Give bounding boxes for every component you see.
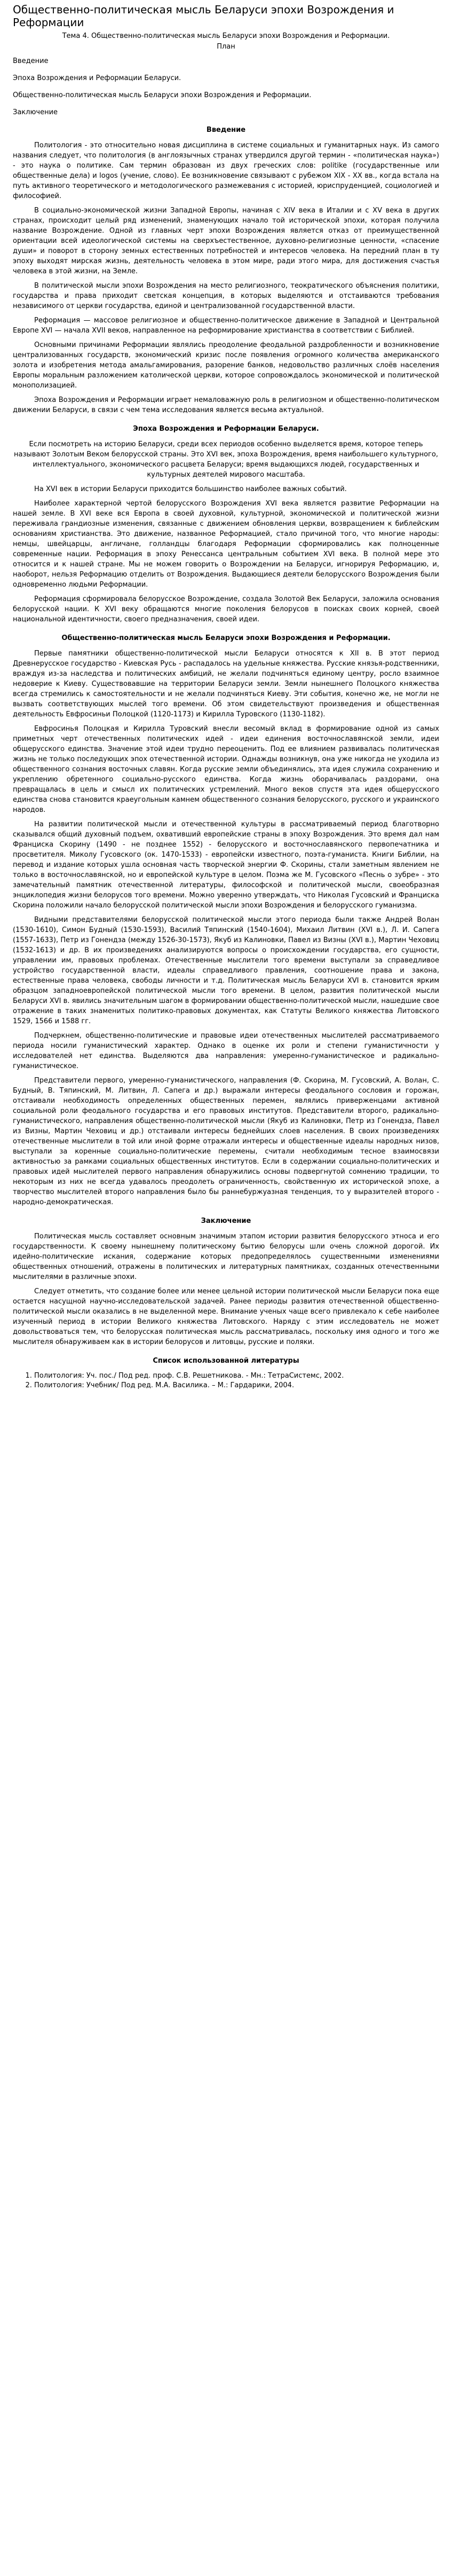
section-heading: Общественно-политическая мысль Беларуси эпохи Возрождения и Реформации. xyxy=(61,634,391,642)
paragraph: Наиболее характерной чертой белорусского Возрождения XVI века является развитие Реформации на нашей земле. В XVI веке вся Европа в своей духовной, культурной, экономической и политической жизни переживала грандиозные изменения, связанные с движением обновления церкви, возвращением к библейским основаниям христианства. Это движение, названное Реформацией, стало причиной того, что многие народы: немцы, швейцарцы, англичане, голландцы благодаря Реформации сформировались как полноценные современные нации. Реформация в эпоху Ренессанса центральным событием XVI века. В полной мере это относится и к нашей стране. Мы не можем говорить о Возрождении на Беларуси, игнорируя Реформацию, и, наоборот, нельзя Реформацию отделить от Возрождения. Выдающиеся деятели белорусского Возрождения были одновременно людьми Реформации. xyxy=(13,500,439,589)
renaissance-section xyxy=(13,425,439,625)
conclusion-section xyxy=(13,1217,439,1347)
section-heading: Эпоха Возрождения и Реформации Беларуси. xyxy=(133,425,319,433)
paragraph: На XVI век в истории Беларуси приходится большинство наиболее важных событий. xyxy=(34,485,347,493)
paragraph: Первые памятники общественно-политической мысли Беларуси относятся к XII в. В этот период Древнерусское государство - Киевская Русь - распадалось на удельные княжества. Русские князья-родственники, враждуя из-за наследства и политических амбиций, не желали подчиняться единому центру, росло взаимное недоверие к Киеву. Существовавшие на территории Беларуси земли. Земли нынешнего Полоцкого княжества всегда стремились к самостоятельности и не желали подчиняться Киеву. Эти события, конечно же, не могли не вызвать соответствующих мыслей того времени. Об этом свидетельствуют произведения и общественная деятельность Евфросиньи Полоцкой (1120-1173) и Кирилла Туровского (1130-1182). xyxy=(13,650,439,718)
paragraph: Эпоха Возрождения и Реформации играет немаловажную роль в религиозном и общественно-политическом движении Беларуси, в связи с чем тема исследования является весьма актуальной. xyxy=(13,396,439,414)
paragraph: Подчеркнем, общественно-политические и правовые идеи отечественных мыслителей рассматриваемого периода носили гуманистический характер. Однако в оценке их роли и степени гуманистичности у исследователей нет единства. Выделяются два направления: умеренно-гуманистическое и радикально-гуманистическое. xyxy=(13,1032,439,1070)
political-thought-section xyxy=(13,634,439,1207)
toc-item: Введение xyxy=(13,57,49,65)
paragraph: Политическая мысль составляет основным значимым этапом истории развития белорусского этноса и его государственности. К своему нынешнему политическому бытию белорусы шли очень сложной дорогой. Их идейно-политические искания, содержание которых предопределялось существенными изменениями общественных отношений, отражены в политических и литературных памятниках, созданных отечественными мыслителями в различные эпохи. xyxy=(13,1232,439,1281)
section-heading: Введение xyxy=(206,126,246,134)
references-section xyxy=(13,1357,439,1390)
lead-paragraph: Если посмотреть на историю Беларуси, среди всех периодов особенно выделяется время, которое теперь называют Золотым Веком белорусской страны. Это XVI век, эпоха Возрождения, время наибольшего культурного, интеллектуального, экономического расцвета Беларуси; время выдающихся людей, государственных и культурных деятелей мирового масштаба. xyxy=(14,440,438,479)
table-of-contents xyxy=(13,57,439,116)
paragraph: Видными представителями белорусской политической мысли этого периода были также Андрей Волан (1530-1610), Симон Будный (1530-1593), Василий Тяпинский (1540-1604), Михаил Литвин (XVI в.), Л. И. Сапега (1557-1633), Петр из Гонендза (между 1526-30-1573), Якуб из Калиновки, Павел из Визны (XVI в.), Мартин Чеховиц (1532-1613) и др. В их произведениях анализируются вопросы о происхождении государства, его сущности, управлении им, правовых проблемах. Отечественные мыслители того времени выступали за справедливое устройство государственной власти, идеалы справедливого правления, соотношение права и закона, естественные права человека, свободы личности и т.д. Политическая мысль Беларуси XVI в. становится ярким образцом западноевропейской политической мысли того времени. В целом, развития политической мысли Беларуси XVI в. явились значительным шагом в формировании общественно-политической мысли, нашедшие свое отражение в таких знаменитых политико-правовых документах, как Статуты Великого княжества Литовского 1529, 1566 и 1588 гг. xyxy=(13,916,439,1025)
section-heading: Заключение xyxy=(201,1217,251,1225)
references-list xyxy=(13,1371,439,1390)
paragraph: Следует отметить, что создание более или менее цельной истории политической мысли Беларуси пока еще остается насущной научно-исследовательской задачей. Ранее периоды развития отечественной общественно-политической мысли оказались в не выделенной мере. Внимание ученых чаще всего привлекало к себе наиболее изученный период в истории Великого княжества Литовского. Наряду с этим исследователь не может довольствоваться тем, что белорусская политическая мысль рассматривалась, поскольку имя одного и того же мыслителя обнаруживаем как в истории белорусов и литовцы, русские и поляки. xyxy=(13,1287,439,1346)
plan-label: План xyxy=(217,43,235,51)
section-heading: Список использованной литературы xyxy=(153,1357,299,1365)
paragraph: В политической мысли эпохи Возрождения на место религиозного, теократического объяснения политики, государства и права приходит светская концепция, в которых выделяются и отстаиваются требования независимого от церкви государства, единой и централизованной государственной власти. xyxy=(13,282,439,310)
paragraph: Евфросинья Полоцкая и Кирилла Туровский внесли весомый вклад в формирование одной из самых приметных черт отечественных политических идей - идеи единения восточнославянской земли, идеи общерусского единства. Значение этой идеи трудно переоценить. Под ее влиянием развивалась политическая жизнь не только последующих эпох отечественной истории. Однажды возникнув, она уже никогда не уходила из общественного сознания восточных славян. Когда русские земли объединялись, эта идея служила сохранению и укреплению обретенного социально-русского единства. Когда жизнь оборачивалась раздорами, она превращалась в цель и смысл их политических устремлений. Много веков спустя эта идея общерусского единства снова становится краеугольным камнем общественного сознания белорусского, русского и украинского народов. xyxy=(13,725,439,814)
paragraph: Основными причинами Реформации являлись преодоление феодальной раздробленности и возникновение централизованных государств, экономический кризис после появления огромного количества американского золота и изобретения метода амальгамирования, разорение банков, недовольство различных слоёв населения Европы моральным разложением католической церкви, которое сопровождалось экономической и политической монополизацией. xyxy=(13,341,439,390)
intro-section xyxy=(13,126,439,415)
toc-item: Заключение xyxy=(13,108,58,116)
reference-item: 1. Политология: Уч. пос./ Под ред. проф. С.В. Решетникова. - Мн.: ТетраСистемс, 2002. xyxy=(34,1371,439,1381)
paragraph: Реформация сформировала белорусское Возрождение, создала Золотой Век Беларуси, заложила основания белорусской нации. К XVI веку обращаются многие поколения белорусов в поисках своих корней, своей национальной идентичности, своего предназначения, своей идеи. xyxy=(13,595,439,623)
reference-item: 2. Политология: Учебник/ Под ред. М.А. Василика. – М.: Гардарики, 2004. xyxy=(34,1381,439,1390)
paragraph: Реформация — массовое религиозное и общественно-политическое движение в Западной и Центральной Европе XVI — начала XVII веков, направленное на реформирование христианства в соответствии с Библией. xyxy=(13,317,439,335)
paragraph: В социально-экономической жизни Западной Европы, начиная с XIV века в Италии и с XV века в других странах, происходит целый ряд изменений, знаменующих начало той исторической эпохи, которая получила название Возрождение. Одной из главных черт эпохи Возрождения является отказ от преимущественной ориентации всей идеологической системы на сверхъестественное, духовно-религиозные ценности, «спасение души» и поворот в сторону земных естественных потребностей и интересов человека. На передний план в ту эпоху выходят мирская жизнь, деятельность человека в этом мире, ради этого мира, для достижения счастья человека в этой жизни, на Земле. xyxy=(13,207,439,275)
paragraph: Политология - это относительно новая дисциплина в системе социальных и гуманитарных наук. Из самого названия следует, что политология (в англоязычных странах утвердился другой термин - «политическая наука») - это наука о политике. Сам термин образован из двух греческих слов: politike (государственные или общественные дела) и logos (учение, слово). Ее возникновение связывают с рубежом XIX - XX вв., когда встала на путь активного теоретического и методологического размежевания с историей, юриспруденцией, социологией и философией. xyxy=(13,141,439,200)
toc-item: Эпоха Возрождения и Реформации Беларуси. xyxy=(13,74,181,82)
toc-item: Общественно-политическая мысль Беларуси эпохи Возрождения и Реформации. xyxy=(13,91,312,99)
paragraph: Представители первого, умеренно-гуманистического, направления (Ф. Скорина, М. Гусовский, А. Волан, С. Будный, В. Тяпинский, М. Литвин, Л. Сапега и др.) выражали интересы феодального сословия и горожан, отстаивали необходимость определенных общественных перемен, являлись приверженцами активной социальной роли феодального государства и его правовых институтов. Представители второго, радикально-гуманистического, направления общественно-политической мысли (Якуб из Калиновки, Петр из Гонендза, Павел из Визны, Мартин Чеховиц и др.) отстаивали интересы беднейших слоев населения. В своих произведениях отечественные мыслители в той или иной форме отражали интересы и общественные идеалы народных низов, выступали за коренные социально-политические перемены, считали необходимым тесное взаимосвязи активностью за рамками социальных общественных институтов. Если в содержании социально-политических и правовых идей мыслителей первого направления обнаружились основы подвергнутой сомнению традиции, то некоторым из них не всегда удавалось преодолеть ограниченность, свойственную их исторической эпохе, а творчество мыслителей второго направления было бы раннебуржуазная тенденция, то у выразителей второго - народно-демократическая. xyxy=(13,1077,439,1206)
document-title: Общественно-политическая мысль Беларуси эпохи Возрождения и Реформации xyxy=(13,3,394,29)
paragraph: На развитии политической мысли и отечественной культуры в рассматриваемый период благотворно сказывался общий духовный подъем, охвативший европейские страны в эпоху Возрождения. Это время дал нам Франциска Скорину (1490 - не позднее 1552) - белорусского и восточнославянского первопечатника и просветителя. Миколу Гусовского (ок. 1470-1533) - европейски известного, поэта-гуманиста. Книги Библии, на перевод и издание которых ушла основная часть творческой энергии Ф. Скорины, стали заметным явлением не только в восточнославянской, но и европейской культуре в целом. Поэма же М. Гусовского «Песнь о зубре» - это замечательный памятник отечественной литературы, философской и политической мысли, своеобразная энциклопедия жизни белорусов того времени. Можно уверенно утверждать, что Николая Гусовский и Франциска Скорина положили начало белорусской политической мысли эпохи Возрождения и белорусского гуманизма. xyxy=(13,820,439,910)
topic-line: Тема 4. Общественно-политическая мысль Беларуси эпохи Возрождения и Реформации. xyxy=(62,32,390,40)
